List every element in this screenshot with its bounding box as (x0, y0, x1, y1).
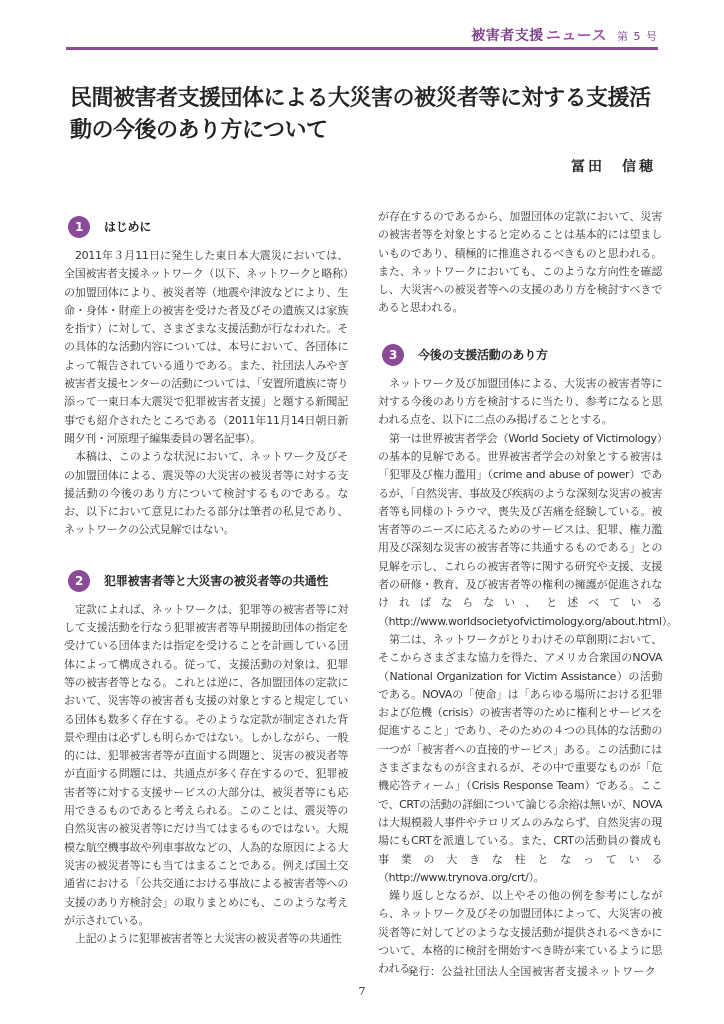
section-title: はじめに (104, 219, 152, 234)
paragraph: 定款によれば、ネットワークは、犯罪等の被害者等に対して支援活動を行なう犯罪被害者等早期援助団体の指定を受けている団体または指定を受けることを計画している団体によって構成される。従って、支援活動の対象は、犯罪等の被害者等となる。これとは逆に、各加盟団体の定款において、災害等の被害者も支援の対象とすると規定している団体も数多く存在する。そのような定款が制定された背景や理由は必ずしも明らかではない。しかしながら、一般的には、犯罪被害者等が直面する問題と、災害の被災者等が直面する問題には、共通点が多く存在するので、犯罪被害者等に対する支援サービスの大部分は、被災者等にも応用できるものであると考えられる。このことは、震災等の自然災害の被災者等にだけ当てはまるものではない。大規模な航空機事故や列車事故などの、人為的な原因による大災害の被災者等にも当てはまることである。例えば国土交通省における「公共交通における事故による被害者等への支援のあり方検討会」の取りまとめにも、このような考えが示されている。 (64, 602, 348, 927)
paragraph: 本稿は、このような状況において、ネットワーク及びその加盟団体による、震災等の大災害の被災者等に対する支援活動の今後のあり方について検討するものである。なお、以下において意見にわたる部分は筆者の私見であり、ネットワークの公式見解ではない。 (64, 450, 348, 537)
section-heading-3 (378, 340, 662, 370)
masthead-news: ニュース (545, 26, 607, 44)
paragraph: 2011年３月11日に発生した東日本大震災においては、全国被害者支援ネットワーク（以下、ネットワークと略称）の加盟団体により、被災者等（地震や津波などにより、生命・身体・財産上の被害を受けた者及びその遺族又は家族を指す）に対して、さまざまな支援活動が行なわれた。その具体的な活動内容については、本号において、各団体によって報告されている通りである。また、社団法人みやぎ被害者支援センターの活動については、「安置所遺族に寄り添って一東日本大震災で犯罪被害者支援」と題する新聞記事でも紹介されたところである（2011年11月14日朝日新聞夕刊・河原理子編集委員の署名記事）。 (64, 249, 348, 445)
paragraph: ネットワーク及び加盟団体による、大災害の被害者等に対する今後のあり方を検討するに当たり、参考になると思われる点を、以下に二点のみ掲げることとする。 (378, 376, 662, 427)
section-heading-2 (64, 566, 348, 596)
section-title: 今後の支援活動のあり方 (418, 347, 548, 362)
paragraph (64, 930, 348, 948)
column-left (64, 208, 348, 948)
section-number-badge: 3 (382, 344, 404, 366)
paragraph: 第一は世界被害者学会（World Society of Victimology）の基本的見解である。世界被害者学会の対象とする被害は「犯罪及び権力濫用」（crime and abuse of power）であるが、「自然災害、事故及び疾病のような深刻な災害の被害者等も同様のトラウマ、喪失及び苦痛を経験している。被害者等のニーズに応えるためのサービスは、犯罪、権力濫用及び深刻な災害の被害者等に共通するものである」との見解を示し、これらの被害者等に関する研究や支援、支援者の研修・教育、及び被害者等の権利の擁護が促進されなければならない、と述べている（http://www.worldsocietyofvictimology.org/about.html）。 (378, 431, 678, 628)
spacer (64, 540, 348, 562)
masthead-rule (66, 47, 658, 50)
issue-number: 第 5 号 (617, 30, 658, 43)
section-heading-1 (64, 212, 348, 242)
page-number: 7 (358, 985, 366, 998)
masthead (471, 24, 658, 44)
paragraph: 第二は、ネットワークがとりわけその草創期において、そこからさまざまな協力を得た、アメリカ合衆国のNOVA（National Organization for Victim Assistance）の活動である。NOVAの「使命」は「あらゆる場所における犯罪および危機（crisis）の被害者等のために権利とサービスを促進すること」であり、そのための４つの具体的な活動の一つが「被害者への直接的サービス」ある。この活動にはさまざまなものが含まれるが、その中で重要なものが「危機応答ティーム」（Crisis Response Team）である。ここで、CRTの活動の詳細について論じる余裕は無いが、NOVAは大規模殺人事件やテロリズムのみならず、自然災害の現場にもCRTを派遣している。また、CRTの活動員の養成も事業の大きな柱となっている（http://www.trynova.org/crt/）。 (378, 632, 662, 884)
masthead-title: 被害者支援 (471, 28, 544, 44)
section-number-badge: 1 (68, 216, 90, 238)
article-title: 民間被害者支援団体による大災害の被災者等に対する支援活動の今後のあり方について (70, 85, 651, 143)
article-author: 冨田 信穂 (571, 159, 656, 175)
paragraph: 繰り返しとなるが、以上やその他の例を参考にしながら、ネットワーク及びその加盟団体によって、大災害の被災者等に対してどのような支援活動が提供されるべきかについて、本格的に検討を開始すべき時が来ているように思われる。 (378, 889, 662, 976)
column-right (378, 208, 678, 979)
spacer (378, 318, 662, 336)
paragraph-part: 上記のように犯罪被害者等と大災害の被災者等の共通性 (75, 932, 342, 946)
publisher-credit: 発行：公益社団法人全国被害者支援ネットワーク (407, 965, 656, 978)
section-title: 犯罪被害者等と大災害の被災者等の共通性 (104, 573, 329, 588)
paragraph-continued: が存在するのであるから、加盟団体の定款において、災害の被害者等を対象とすると定めることは基本的には望ましいものであり、積極的に推進されるべきものと思われる。また、ネットワークにおいても、このような方向性を確認し、大災害への被災者等への支援のあり方を検討すべきであると思われる。 (378, 210, 662, 315)
section-number-badge: 2 (68, 570, 90, 592)
